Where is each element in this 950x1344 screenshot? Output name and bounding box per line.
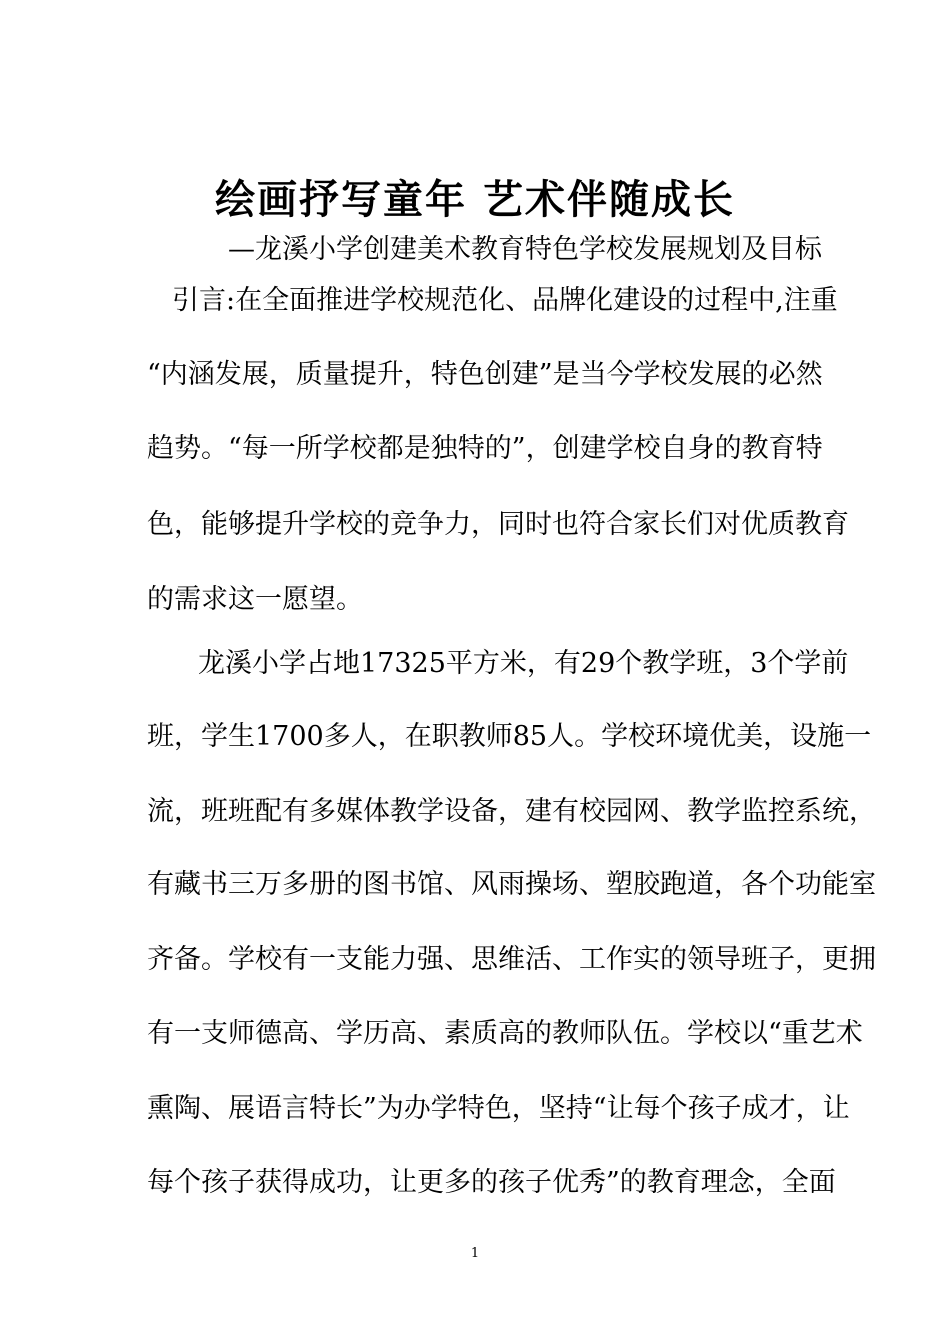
paragraph-line: 有藏书三万多册的图书馆、风雨操场、塑胶跑道，各个功能室 (147, 869, 876, 900)
paragraph-line: 流，班班配有多媒体教学设备，建有校园网、教学监控系统， (147, 796, 876, 827)
paragraph-line: 的需求这一愿望。 (147, 584, 363, 615)
paragraph-line: 有一支师德高、学历高、素质高的教师队伍。学校以“重艺术 (147, 1018, 863, 1049)
paragraph-line: 齐备。学校有一支能力强、思维活、工作实的领导班子，更拥 (147, 944, 876, 975)
document-title: 绘画抒写童年 艺术伴随成长 (215, 176, 735, 223)
paragraph-line: 每个孩子获得成功，让更多的孩子优秀”的教育理念，全面 (147, 1167, 836, 1198)
page-number: 1 (470, 1246, 480, 1261)
paragraph-line: 熏陶、展语言特长”为办学特色，坚持“让每个孩子成才，让 (147, 1093, 850, 1124)
document-subtitle: —龙溪小学创建美术教育特色学校发展规划及目标 (228, 234, 822, 265)
paragraph-line: 班，学生1700多人，在职教师85人。学校环境优美，设施一 (147, 721, 872, 752)
paragraph-line: 趋势。“每一所学校都是独特的”，创建学校自身的教育特 (147, 433, 823, 464)
paragraph-line: 龙溪小学占地17325平方米，有29个教学班，3个学前 (198, 648, 849, 679)
paragraph-line: 引言:在全面推进学校规范化、品牌化建设的过程中,注重 (172, 285, 838, 316)
paragraph-line: 色，能够提升学校的竞争力，同时也符合家长们对优质教育 (147, 509, 849, 540)
paragraph-line: “内涵发展，质量提升，特色创建”是当今学校发展的必然 (147, 359, 823, 390)
